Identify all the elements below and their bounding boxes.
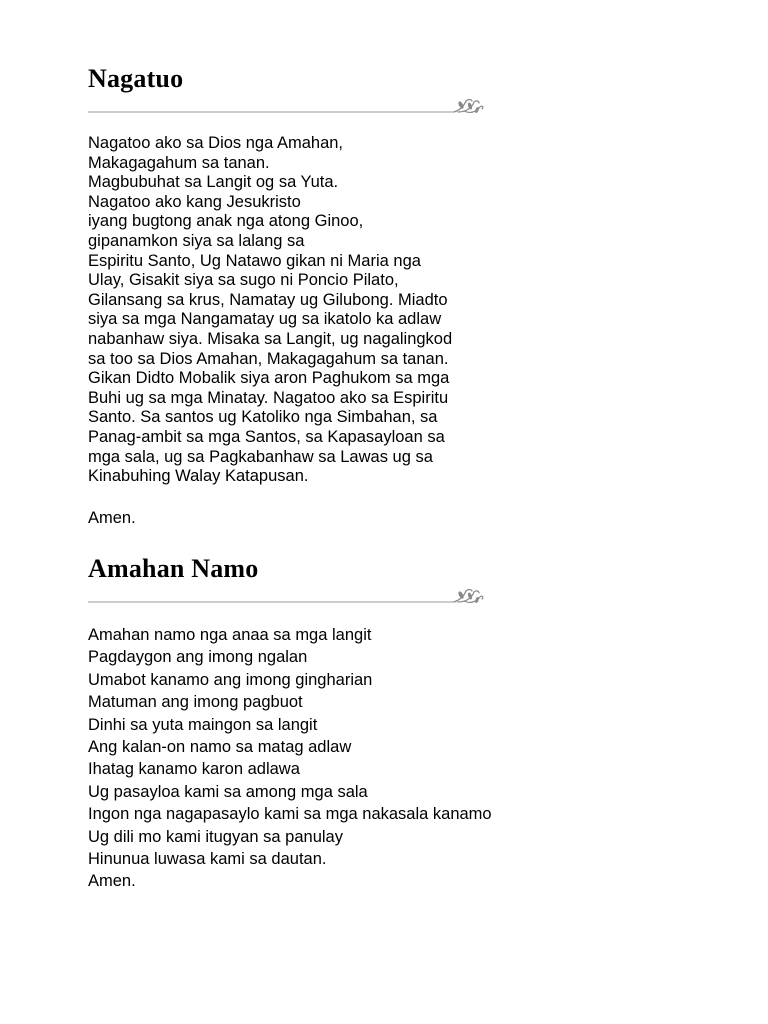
text-line: Gikan Didto Mobalik siya aron Paghukom sa mga — [88, 369, 450, 388]
text-line: Santo. Sa santos ug Katoliko nga Simbahan, sa — [88, 408, 438, 427]
section-title: Nagatuo — [88, 64, 184, 93]
text-line: Magbubuhat sa Langit og sa Yuta. — [88, 173, 339, 192]
flourish-icon — [88, 96, 484, 120]
text-line: Makagagahum sa tanan. — [88, 153, 270, 172]
text-line: Amahan namo nga anaa sa mga langit — [88, 626, 372, 644]
text-line: Kinabuhing Walay Katapusan. — [88, 467, 309, 486]
text-line: Pagdaygon ang imong ngalan — [88, 648, 308, 667]
title-divider — [88, 96, 484, 120]
text-line: Ug dili mo kami itugyan sa panulay — [88, 827, 343, 846]
text-line: Espiritu Santo, Ug Natawo gikan ni Maria nga — [88, 251, 421, 270]
text-line: Gilansang sa krus, Namatay ug Gilubong. Miadto — [88, 290, 448, 309]
closing-amen: Amen. — [88, 508, 136, 527]
text-line: Nagatoo ako sa Dios nga Amahan, — [88, 134, 344, 152]
text-line: nabanhaw siya. Misaka sa Langit, ug nagalingkod — [88, 329, 453, 348]
text-line: Dinhi sa yuta maingon sa langit — [88, 715, 318, 734]
text-line: siya sa mga Nangamatay ug sa ikatolo ka adlaw — [88, 310, 442, 329]
text-line: Ang kalan-on namo sa matag adlaw — [88, 738, 352, 757]
section-title: Amahan Namo — [88, 554, 259, 583]
text-line: Buhi ug sa mga Minatay. Nagatoo ako sa Espiritu — [88, 388, 449, 407]
text-line: Ingon nga nagapasaylo kami sa mga nakasala kanamo — [88, 805, 492, 824]
title-divider — [88, 586, 484, 610]
text-line: Hinunua luwasa kami sa dautan. — [88, 850, 327, 869]
text-line: Ulay, Gisakit siya sa sugo ni Poncio Pilato, — [88, 271, 399, 290]
section-nagatuo — [88, 62, 728, 528]
text-line: iyang bugtong anak nga atong Ginoo, — [88, 212, 364, 231]
flourish-icon — [88, 586, 484, 610]
text-line: mga sala, ug sa Pagkabanhaw sa Lawas ug sa — [88, 447, 433, 466]
text-line: Nagatoo ako kang Jesukristo — [88, 192, 301, 211]
text-line: gipanamkon siya sa lalang sa — [88, 231, 305, 250]
prayer-text — [88, 624, 728, 893]
text-line: Amen. — [88, 872, 136, 891]
section-amahan-namo — [88, 552, 728, 893]
text-line: sa too sa Dios Amahan, Makagagahum sa tanan. — [88, 349, 449, 368]
text-line: Matuman ang imong pagbuot — [88, 693, 303, 712]
text-line: Ug pasayloa kami sa among mga sala — [88, 782, 368, 801]
text-line: Panag-ambit sa mga Santos, sa Kapasayloan sa — [88, 427, 445, 446]
creed-text — [88, 134, 728, 487]
text-line: Ihatag kanamo karon adlawa — [88, 760, 300, 779]
text-line: Umabot kanamo ang imong gingharian — [88, 670, 373, 689]
